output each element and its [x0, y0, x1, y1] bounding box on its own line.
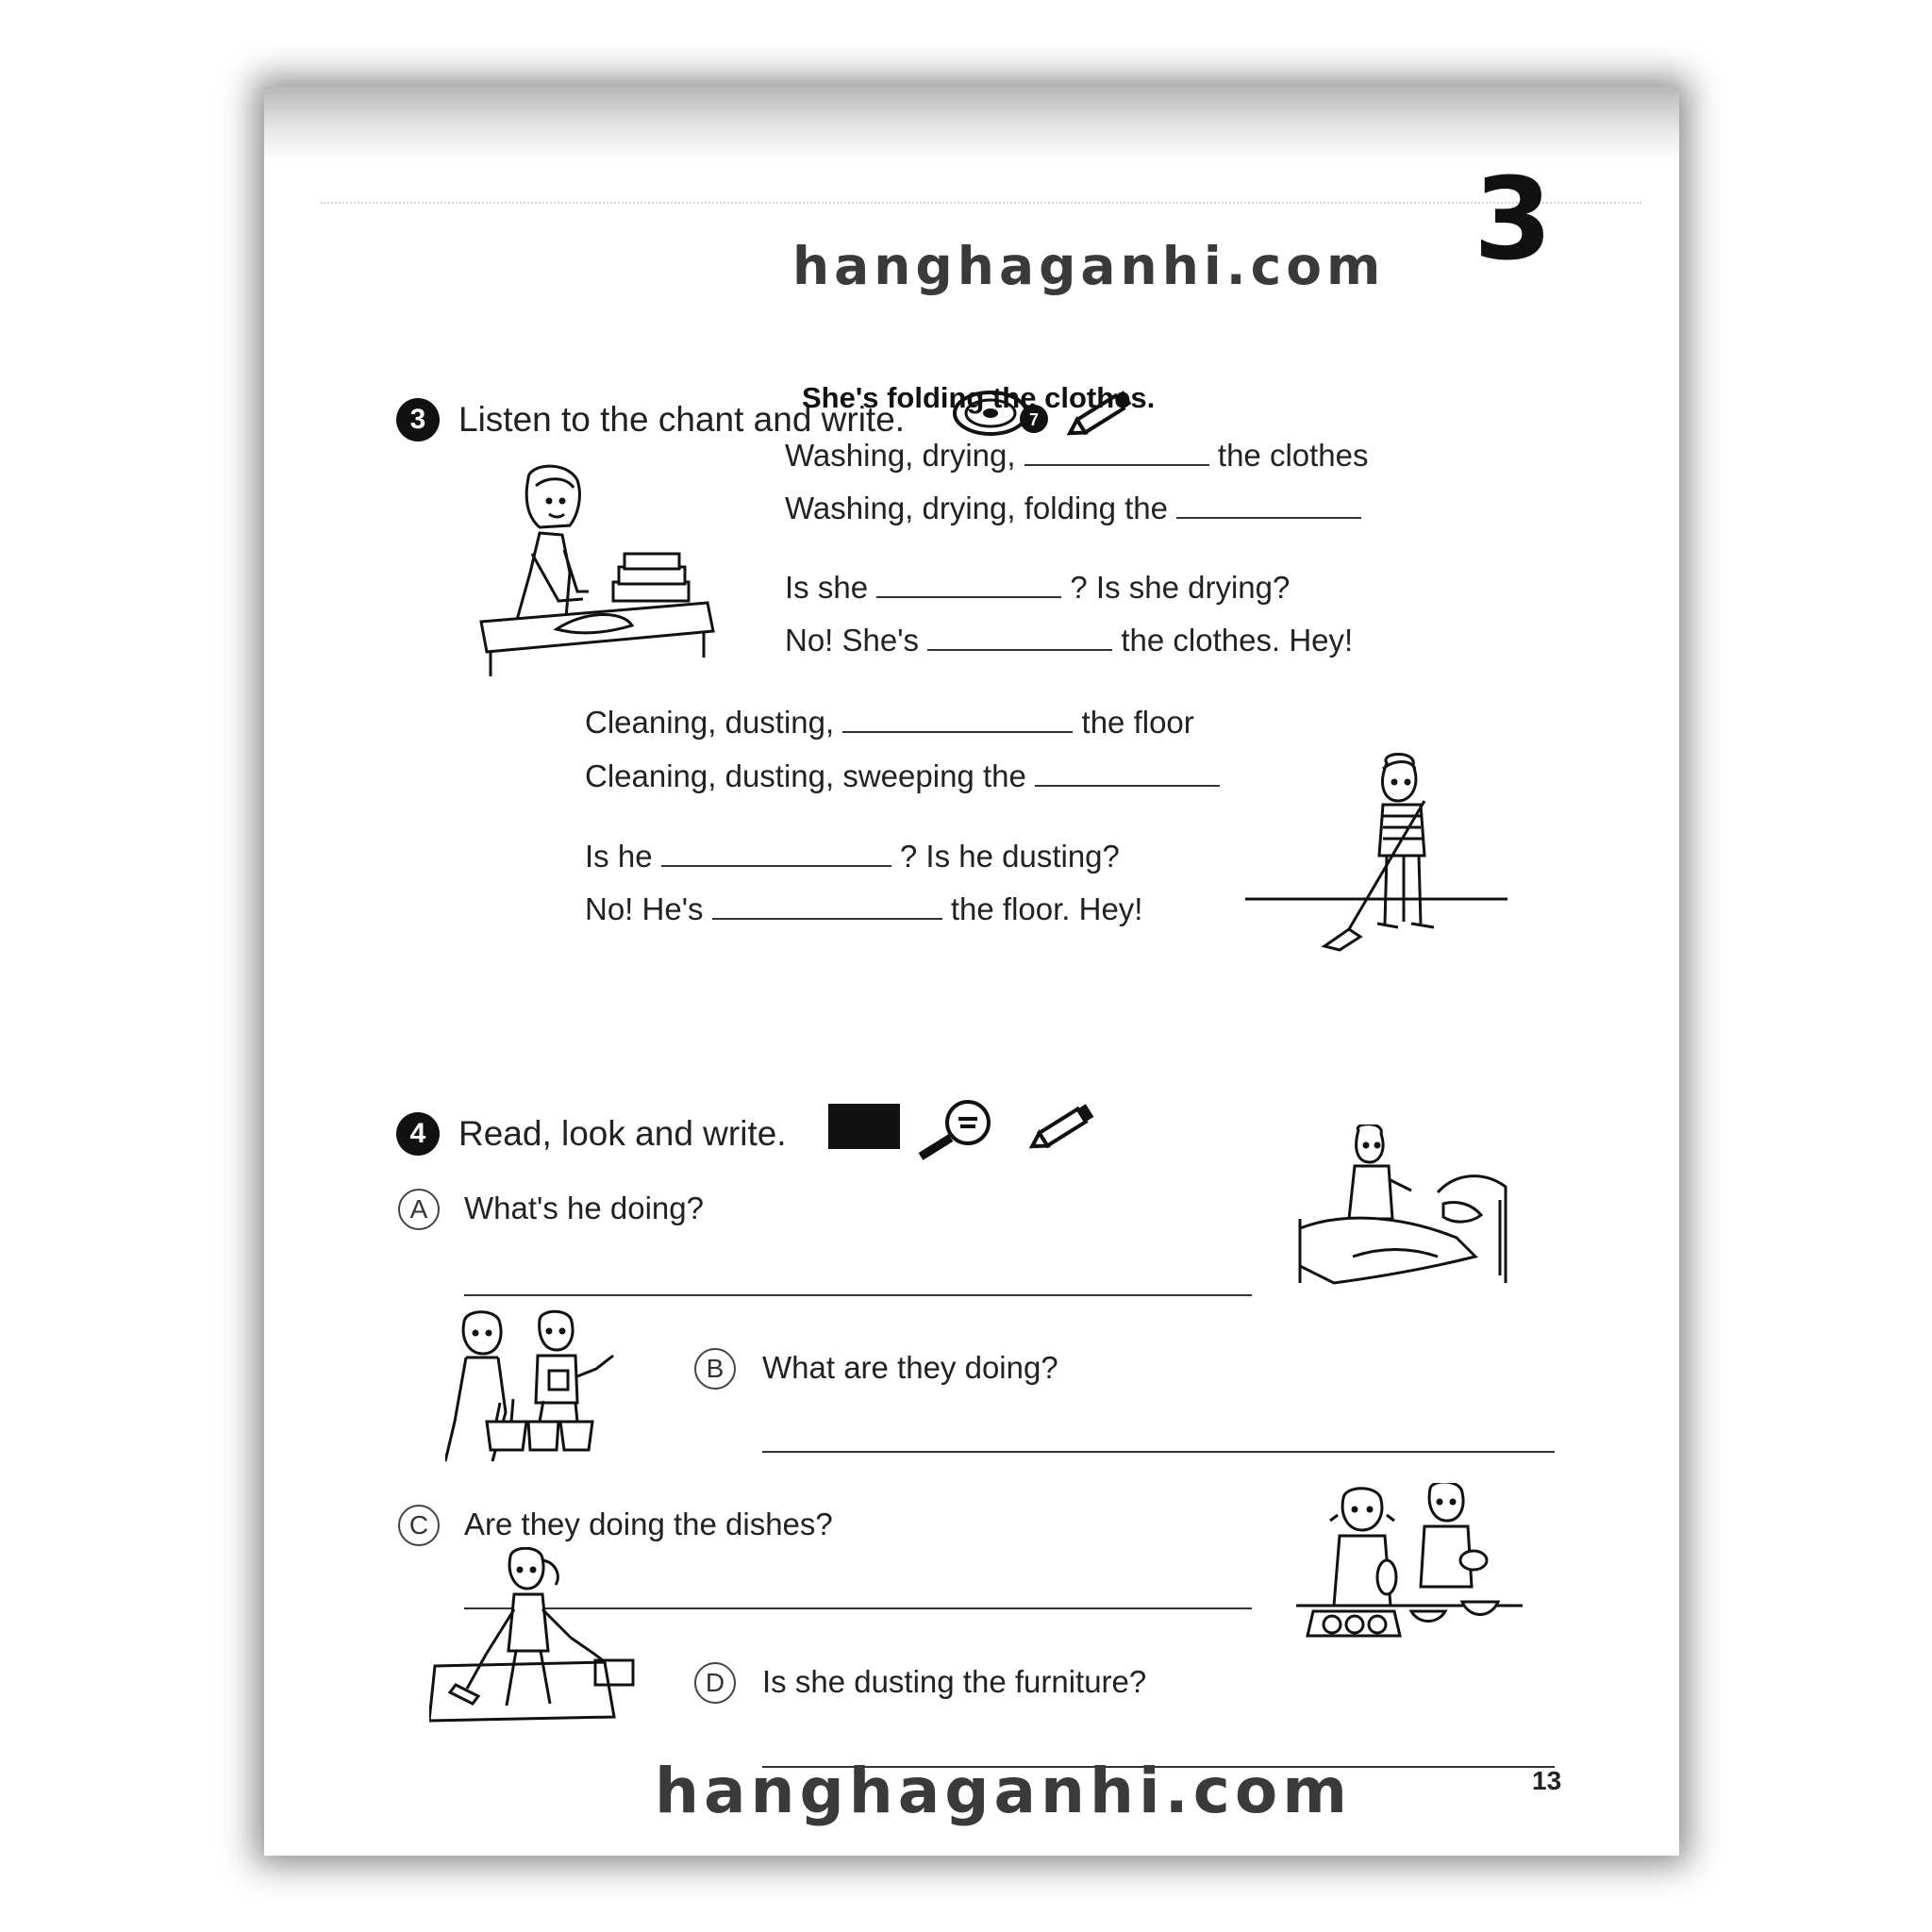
- blank-verse2-line1[interactable]: [842, 705, 1073, 733]
- verse2-line1: [585, 705, 1194, 741]
- blank-verse1-line4[interactable]: [927, 623, 1112, 651]
- exercise-4-number: 4: [396, 1112, 440, 1156]
- verse1-line2: [785, 491, 1361, 526]
- verse2-line4: [585, 891, 1142, 927]
- verse2-line3-start: Is he: [585, 839, 653, 874]
- verse1-line2-start: Washing, drying, folding the: [785, 491, 1169, 525]
- exercise-4-instruction: Read, look and write.: [458, 1114, 787, 1153]
- blank-verse1-line3[interactable]: [876, 570, 1061, 598]
- unit-number: 3: [1474, 155, 1553, 286]
- verse1-line3: [785, 570, 1290, 606]
- verse2-line2-start: Cleaning, dusting, sweeping the: [585, 758, 1026, 793]
- exercise-3-instruction: Listen to the chant and write.: [458, 400, 906, 439]
- question-a-letter: A: [398, 1189, 440, 1230]
- blank-verse2-line4[interactable]: [712, 891, 942, 920]
- blank-verse1-line2[interactable]: [1176, 491, 1361, 519]
- verse1-line3-start: Is she: [785, 570, 869, 605]
- children-watering-plants-illustration: [445, 1308, 662, 1474]
- girl-folding-clothes-illustration: [472, 459, 717, 691]
- girl-vacuuming-illustration: [429, 1547, 646, 1740]
- boy-making-bed-illustration: [1296, 1124, 1523, 1299]
- exercise-4-header: [396, 1112, 787, 1156]
- workbook-page: [264, 87, 1679, 1856]
- verse1-line3-end: ? Is she drying?: [1070, 570, 1291, 605]
- question-d-letter: D: [694, 1662, 736, 1704]
- question-a-text: What's he doing?: [464, 1191, 704, 1225]
- verse1-line4-start: No! She's: [785, 623, 920, 658]
- question-b-letter: B: [694, 1348, 736, 1390]
- page-number: 13: [1532, 1766, 1562, 1795]
- track-number: 7: [1028, 410, 1040, 429]
- watermark-bottom: hanghaganhi.com: [655, 1755, 1352, 1827]
- blank-verse2-line3[interactable]: [661, 839, 891, 867]
- question-c-letter: C: [398, 1505, 440, 1546]
- magnifier-icon: [915, 1096, 1002, 1167]
- blank-verse2-line2[interactable]: [1035, 758, 1220, 787]
- answer-line-a[interactable]: [464, 1294, 1252, 1296]
- blank-verse1-line1[interactable]: [1024, 438, 1209, 466]
- boy-sweeping-illustration: [1245, 752, 1528, 964]
- verse1-line4: [785, 623, 1353, 658]
- verse1-line1-end: the clothes: [1217, 438, 1369, 473]
- exercise-3-number: 3: [396, 398, 440, 441]
- watermark-top: hanghaganhi.com: [792, 236, 1386, 296]
- answer-line-b[interactable]: [762, 1451, 1555, 1453]
- page-top-shadow: [264, 87, 1679, 162]
- verse2-line3: [585, 839, 1120, 874]
- question-b-text: What are they doing?: [762, 1350, 1058, 1385]
- dotted-header-rule: [321, 202, 1641, 204]
- children-doing-dishes-illustration: [1296, 1483, 1532, 1657]
- verse2-line1-start: Cleaning, dusting,: [585, 705, 835, 740]
- book-icon: [826, 1102, 902, 1158]
- verse2-line1-end: the floor: [1081, 705, 1194, 740]
- verse2-line3-end: ? Is he dusting?: [899, 839, 1120, 874]
- question-c-text: Are they doing the dishes?: [464, 1507, 833, 1541]
- question-d-text: Is she dusting the furniture?: [762, 1664, 1147, 1699]
- verse1-line1: [785, 438, 1369, 474]
- verse1-line1-start: Washing, drying,: [785, 438, 1016, 473]
- chant-title: She's folding the clothes.: [802, 381, 1156, 414]
- verse1-line4-end: the clothes. Hey!: [1121, 623, 1354, 658]
- pencil-icon-2: [1026, 1098, 1102, 1159]
- verse2-line2: [585, 758, 1220, 794]
- verse2-line4-start: No! He's: [585, 891, 704, 926]
- verse2-line4-end: the floor. Hey!: [950, 891, 1143, 926]
